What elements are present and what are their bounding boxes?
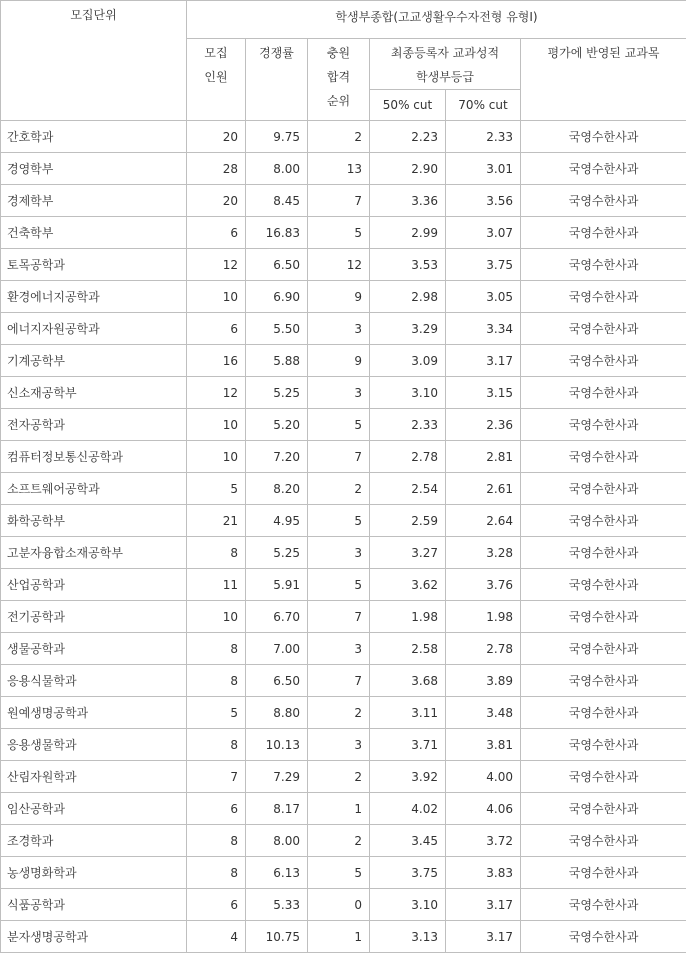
unit-name-cell: 농생명화학과 [1,857,187,889]
unit-name-cell: 고분자융합소재공학부 [1,537,187,569]
recruit-count-cell: 20 [187,121,246,153]
cut50-cell: 2.98 [370,281,446,313]
unit-name-cell: 경영학부 [1,153,187,185]
unit-name-cell: 화학공학부 [1,505,187,537]
table-row [1,601,686,633]
table-row [1,569,686,601]
unit-name-cell: 응용생물학과 [1,729,187,761]
cut50-cell: 3.10 [370,377,446,409]
header-group: 학생부종합(고교생활우수자전형 유형I) [187,1,686,39]
table-row [1,281,686,313]
cut70-cell: 4.06 [446,793,521,825]
rank-cell: 3 [308,633,370,665]
table-row [1,825,686,857]
table-row [1,761,686,793]
unit-name-cell: 환경에너지공학과 [1,281,187,313]
competition-rate-cell: 7.00 [246,633,308,665]
unit-name-cell: 임산공학과 [1,793,187,825]
rank-cell: 5 [308,217,370,249]
competition-rate-cell: 10.13 [246,729,308,761]
cut50-cell: 3.75 [370,857,446,889]
recruit-count-cell: 4 [187,921,246,953]
rank-cell: 1 [308,921,370,953]
competition-rate-cell: 5.91 [246,569,308,601]
cut70-cell: 3.17 [446,889,521,921]
rank-cell: 7 [308,441,370,473]
cut70-cell: 3.81 [446,729,521,761]
subjects-cell: 국영수한사과 [521,665,686,697]
recruit-count-cell: 7 [187,761,246,793]
cut50-cell: 3.27 [370,537,446,569]
cut70-cell: 3.72 [446,825,521,857]
unit-name-cell: 전기공학과 [1,601,187,633]
unit-name-cell: 건축학부 [1,217,187,249]
recruit-count-cell: 5 [187,697,246,729]
cut50-cell: 3.29 [370,313,446,345]
recruit-count-cell: 20 [187,185,246,217]
competition-rate-cell: 4.95 [246,505,308,537]
table-row [1,889,686,921]
subjects-cell: 국영수한사과 [521,249,686,281]
competition-rate-cell: 6.50 [246,665,308,697]
cut50-cell: 2.54 [370,473,446,505]
header-grade [370,39,521,90]
unit-name-cell: 에너지자원공학과 [1,313,187,345]
cut70-cell: 3.56 [446,185,521,217]
cut50-cell: 3.36 [370,185,446,217]
unit-name-cell: 식품공학과 [1,889,187,921]
table-row [1,313,686,345]
subjects-cell: 국영수한사과 [521,377,686,409]
cut50-cell: 3.11 [370,697,446,729]
recruit-count-cell: 16 [187,345,246,377]
unit-name-cell: 토목공학과 [1,249,187,281]
subjects-cell: 국영수한사과 [521,345,686,377]
recruit-count-cell: 10 [187,441,246,473]
cut50-cell: 2.78 [370,441,446,473]
cut70-cell: 2.61 [446,473,521,505]
cut50-cell: 2.99 [370,217,446,249]
cut50-cell: 3.09 [370,345,446,377]
unit-name-cell: 소프트웨어공학과 [1,473,187,505]
rank-cell: 12 [308,249,370,281]
unit-name-cell: 전자공학과 [1,409,187,441]
competition-rate-cell: 5.20 [246,409,308,441]
header-subjects: 평가에 반영된 교과목 [521,39,686,121]
recruit-count-cell: 12 [187,377,246,409]
cut50-cell: 2.33 [370,409,446,441]
cut70-cell: 3.28 [446,537,521,569]
competition-rate-cell: 6.13 [246,857,308,889]
competition-rate-cell: 6.90 [246,281,308,313]
subjects-cell: 국영수한사과 [521,537,686,569]
table-row [1,537,686,569]
table-row [1,153,686,185]
subjects-cell: 국영수한사과 [521,153,686,185]
recruit-count-cell: 10 [187,409,246,441]
subjects-cell: 국영수한사과 [521,825,686,857]
table-row [1,921,686,953]
cut70-cell: 2.33 [446,121,521,153]
subjects-cell: 국영수한사과 [521,793,686,825]
rank-cell: 5 [308,857,370,889]
cut50-cell: 2.90 [370,153,446,185]
unit-name-cell: 분자생명공학과 [1,921,187,953]
competition-rate-cell: 6.50 [246,249,308,281]
header-grade-line1: 최종등록자 교과성적 [376,41,514,65]
cut70-cell: 3.17 [446,921,521,953]
rank-cell: 3 [308,377,370,409]
subjects-cell: 국영수한사과 [521,889,686,921]
cut70-cell: 3.83 [446,857,521,889]
cut70-cell: 3.89 [446,665,521,697]
header-rank-line3: 순위 [314,89,363,113]
rank-cell: 7 [308,665,370,697]
subjects-cell: 국영수한사과 [521,697,686,729]
competition-rate-cell: 5.33 [246,889,308,921]
subjects-cell: 국영수한사과 [521,729,686,761]
rank-cell: 1 [308,793,370,825]
recruit-count-cell: 8 [187,857,246,889]
competition-rate-cell: 8.17 [246,793,308,825]
rank-cell: 5 [308,569,370,601]
unit-name-cell: 생물공학과 [1,633,187,665]
table-row [1,409,686,441]
recruit-count-cell: 8 [187,729,246,761]
recruit-count-cell: 12 [187,249,246,281]
recruit-count-cell: 6 [187,793,246,825]
header-cut70: 70% cut [446,90,521,121]
cut50-cell: 3.68 [370,665,446,697]
rank-cell: 5 [308,505,370,537]
header-rank [308,39,370,121]
recruit-count-cell: 8 [187,537,246,569]
cut50-cell: 3.92 [370,761,446,793]
table-row [1,377,686,409]
subjects-cell: 국영수한사과 [521,505,686,537]
cut70-cell: 2.81 [446,441,521,473]
subjects-cell: 국영수한사과 [521,313,686,345]
recruit-count-cell: 10 [187,281,246,313]
table-row [1,793,686,825]
cut50-cell: 3.10 [370,889,446,921]
cut70-cell: 3.07 [446,217,521,249]
cut70-cell: 3.05 [446,281,521,313]
cut50-cell: 2.58 [370,633,446,665]
unit-name-cell: 조경학과 [1,825,187,857]
table-row [1,697,686,729]
cut50-cell: 3.71 [370,729,446,761]
header-cut50: 50% cut [370,90,446,121]
cut70-cell: 1.98 [446,601,521,633]
recruit-count-cell: 5 [187,473,246,505]
rank-cell: 3 [308,313,370,345]
cut50-cell: 4.02 [370,793,446,825]
unit-name-cell: 원예생명공학과 [1,697,187,729]
subjects-cell: 국영수한사과 [521,761,686,793]
unit-name-cell: 산업공학과 [1,569,187,601]
subjects-cell: 국영수한사과 [521,121,686,153]
competition-rate-cell: 16.83 [246,217,308,249]
header-grade-line2: 학생부등급 [376,65,514,89]
header-rank-line2: 합격 [314,65,363,89]
cut70-cell: 3.15 [446,377,521,409]
table-row [1,857,686,889]
header-recruit-line1: 모집 [193,41,239,65]
table-row [1,505,686,537]
cut70-cell: 3.34 [446,313,521,345]
cut50-cell: 1.98 [370,601,446,633]
table-row [1,665,686,697]
recruit-count-cell: 21 [187,505,246,537]
table-row [1,217,686,249]
rank-cell: 2 [308,473,370,505]
recruit-count-cell: 28 [187,153,246,185]
competition-rate-cell: 7.20 [246,441,308,473]
competition-rate-cell: 9.75 [246,121,308,153]
subjects-cell: 국영수한사과 [521,281,686,313]
cut70-cell: 3.17 [446,345,521,377]
competition-rate-cell: 8.00 [246,825,308,857]
header-unit: 모집단위 [1,1,187,121]
subjects-cell: 국영수한사과 [521,185,686,217]
subjects-cell: 국영수한사과 [521,857,686,889]
cut50-cell: 3.45 [370,825,446,857]
recruit-count-cell: 8 [187,633,246,665]
table-row [1,441,686,473]
rank-cell: 2 [308,761,370,793]
competition-rate-cell: 6.70 [246,601,308,633]
cut70-cell: 2.78 [446,633,521,665]
rank-cell: 3 [308,537,370,569]
cut70-cell: 3.76 [446,569,521,601]
rank-cell: 3 [308,729,370,761]
subjects-cell: 국영수한사과 [521,633,686,665]
cut70-cell: 3.48 [446,697,521,729]
unit-name-cell: 기계공학부 [1,345,187,377]
competition-rate-cell: 7.29 [246,761,308,793]
header-recruit [187,39,246,121]
rank-cell: 9 [308,281,370,313]
header-recruit-line2: 인원 [193,65,239,89]
table-row [1,729,686,761]
subjects-cell: 국영수한사과 [521,569,686,601]
recruit-count-cell: 11 [187,569,246,601]
rank-cell: 2 [308,121,370,153]
table-row [1,121,686,153]
unit-name-cell: 간호학과 [1,121,187,153]
header-rank-line1: 충원 [314,41,363,65]
subjects-cell: 국영수한사과 [521,473,686,505]
header-competition: 경쟁률 [246,39,308,121]
subjects-cell: 국영수한사과 [521,409,686,441]
rank-cell: 9 [308,345,370,377]
rank-cell: 0 [308,889,370,921]
cut50-cell: 3.62 [370,569,446,601]
cut70-cell: 3.01 [446,153,521,185]
rank-cell: 13 [308,153,370,185]
recruit-count-cell: 6 [187,217,246,249]
cut70-cell: 4.00 [446,761,521,793]
unit-name-cell: 컴퓨터정보통신공학과 [1,441,187,473]
cut50-cell: 2.23 [370,121,446,153]
table-row [1,185,686,217]
cut50-cell: 3.53 [370,249,446,281]
cut50-cell: 3.13 [370,921,446,953]
competition-rate-cell: 8.45 [246,185,308,217]
rank-cell: 5 [308,409,370,441]
cut50-cell: 2.59 [370,505,446,537]
table-body [1,121,686,953]
competition-rate-cell: 10.75 [246,921,308,953]
subjects-cell: 국영수한사과 [521,921,686,953]
rank-cell: 2 [308,825,370,857]
competition-rate-cell: 8.20 [246,473,308,505]
recruit-count-cell: 8 [187,825,246,857]
competition-rate-cell: 5.88 [246,345,308,377]
rank-cell: 2 [308,697,370,729]
table-row [1,473,686,505]
recruit-count-cell: 10 [187,601,246,633]
competition-rate-cell: 5.25 [246,377,308,409]
unit-name-cell: 경제학부 [1,185,187,217]
rank-cell: 7 [308,185,370,217]
competition-rate-cell: 8.80 [246,697,308,729]
subjects-cell: 국영수한사과 [521,441,686,473]
table-row [1,345,686,377]
unit-name-cell: 신소재공학부 [1,377,187,409]
recruit-count-cell: 6 [187,313,246,345]
competition-rate-cell: 8.00 [246,153,308,185]
recruit-count-cell: 6 [187,889,246,921]
competition-rate-cell: 5.50 [246,313,308,345]
competition-rate-cell: 5.25 [246,537,308,569]
table-row [1,633,686,665]
cut70-cell: 2.64 [446,505,521,537]
table-row [1,249,686,281]
subjects-cell: 국영수한사과 [521,217,686,249]
rank-cell: 7 [308,601,370,633]
recruit-count-cell: 8 [187,665,246,697]
unit-name-cell: 산림자원학과 [1,761,187,793]
subjects-cell: 국영수한사과 [521,601,686,633]
cut70-cell: 2.36 [446,409,521,441]
unit-name-cell: 응용식물학과 [1,665,187,697]
cut70-cell: 3.75 [446,249,521,281]
